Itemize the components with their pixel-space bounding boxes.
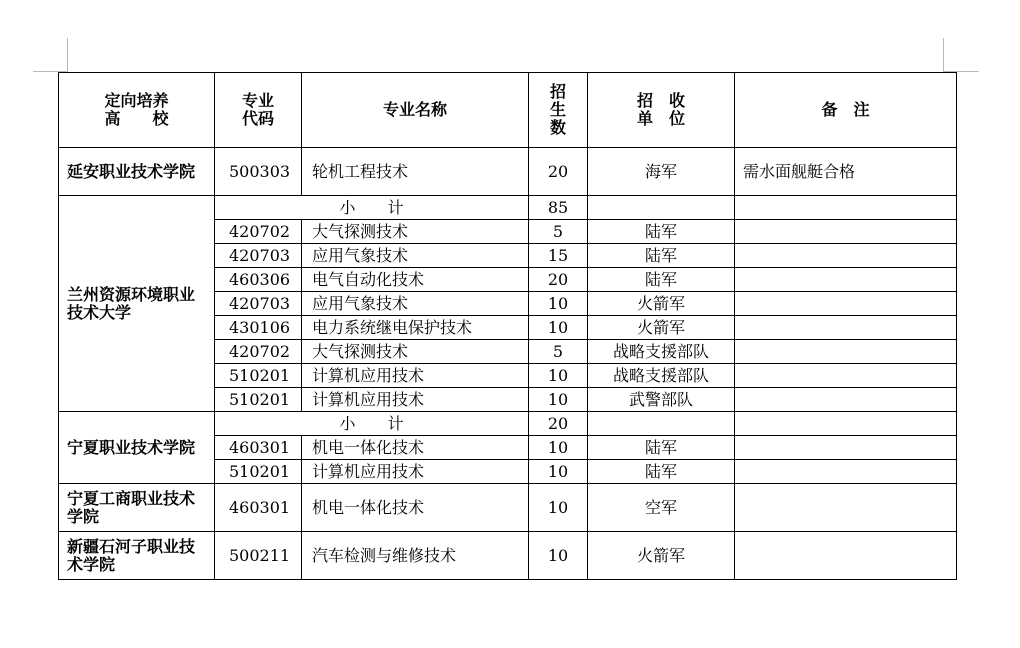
- remarks: [735, 532, 957, 580]
- subtotal-row: [59, 412, 957, 436]
- major-code: 420702: [215, 220, 302, 244]
- recruit-unit: 火箭军: [588, 316, 735, 340]
- remarks: [735, 364, 957, 388]
- school-name: 宁夏工商职业技术学院: [59, 484, 215, 532]
- subtotal-note: [735, 412, 957, 436]
- enroll-count: 10: [529, 364, 588, 388]
- remarks: [735, 316, 957, 340]
- major-name: 计算机应用技术: [302, 364, 529, 388]
- subtotal-unit: [588, 196, 735, 220]
- table-row: [59, 532, 957, 580]
- school-name: 新疆石河子职业技术学院: [59, 532, 215, 580]
- subtotal-row: [59, 196, 957, 220]
- crop-mark-top-right-vertical: [943, 38, 944, 72]
- remarks: [735, 340, 957, 364]
- recruit-unit: 火箭军: [588, 532, 735, 580]
- header-code: 专业 代码: [215, 73, 302, 148]
- recruit-unit: 空军: [588, 484, 735, 532]
- crop-mark-top-left-vertical: [67, 38, 68, 72]
- recruit-unit: 海军: [588, 148, 735, 196]
- header-count: 招 生 数: [529, 73, 588, 148]
- major-name: 电气自动化技术: [302, 268, 529, 292]
- remarks: [735, 388, 957, 412]
- major-name: 应用气象技术: [302, 244, 529, 268]
- major-code: 430106: [215, 316, 302, 340]
- header-row: [59, 73, 957, 148]
- major-name: 计算机应用技术: [302, 460, 529, 484]
- enroll-count: 20: [529, 148, 588, 196]
- major-code: 420702: [215, 340, 302, 364]
- major-code: 460301: [215, 484, 302, 532]
- subtotal-count: 20: [529, 412, 588, 436]
- remarks: [735, 292, 957, 316]
- major-code: 460301: [215, 436, 302, 460]
- table-row: [59, 484, 957, 532]
- enroll-count: 10: [529, 484, 588, 532]
- major-name: 轮机工程技术: [302, 148, 529, 196]
- enroll-count: 10: [529, 532, 588, 580]
- recruit-unit: 战略支援部队: [588, 340, 735, 364]
- subtotal-label: 小 计: [215, 196, 529, 220]
- enroll-count: 20: [529, 268, 588, 292]
- enroll-count: 10: [529, 388, 588, 412]
- major-name: 应用气象技术: [302, 292, 529, 316]
- school-name: 兰州资源环境职业技术大学: [59, 196, 215, 412]
- remarks: [735, 220, 957, 244]
- enroll-count: 15: [529, 244, 588, 268]
- recruit-unit: 陆军: [588, 220, 735, 244]
- remarks: [735, 460, 957, 484]
- major-code: 500211: [215, 532, 302, 580]
- enroll-count: 10: [529, 292, 588, 316]
- recruit-unit: 陆军: [588, 244, 735, 268]
- major-name: 汽车检测与维修技术: [302, 532, 529, 580]
- enroll-count: 10: [529, 460, 588, 484]
- remarks: [735, 268, 957, 292]
- table-row: [59, 148, 957, 196]
- subtotal-note: [735, 196, 957, 220]
- header-major: 专业名称: [302, 73, 529, 148]
- enroll-count: 10: [529, 436, 588, 460]
- remarks: [735, 484, 957, 532]
- subtotal-count: 85: [529, 196, 588, 220]
- subtotal-unit: [588, 412, 735, 436]
- header-unit: 招 收 单 位: [588, 73, 735, 148]
- major-code: 510201: [215, 364, 302, 388]
- remarks: [735, 436, 957, 460]
- school-name: 延安职业技术学院: [59, 148, 215, 196]
- header-school: 定向培养 高 校: [59, 73, 215, 148]
- recruit-unit: 火箭军: [588, 292, 735, 316]
- enroll-count: 5: [529, 220, 588, 244]
- enroll-count: 5: [529, 340, 588, 364]
- school-name: 宁夏职业技术学院: [59, 412, 215, 484]
- recruit-unit: 陆军: [588, 268, 735, 292]
- major-code: 510201: [215, 460, 302, 484]
- major-name: 计算机应用技术: [302, 388, 529, 412]
- enrollment-table: [58, 72, 957, 580]
- remarks: [735, 244, 957, 268]
- major-code: 500303: [215, 148, 302, 196]
- remarks: 需水面舰艇合格: [735, 148, 957, 196]
- major-name: 机电一体化技术: [302, 484, 529, 532]
- major-code: 420703: [215, 244, 302, 268]
- major-code: 420703: [215, 292, 302, 316]
- major-name: 电力系统继电保护技术: [302, 316, 529, 340]
- recruit-unit: 陆军: [588, 460, 735, 484]
- header-note: 备 注: [735, 73, 957, 148]
- subtotal-label: 小 计: [215, 412, 529, 436]
- recruit-unit: 战略支援部队: [588, 364, 735, 388]
- major-code: 510201: [215, 388, 302, 412]
- recruit-unit: 武警部队: [588, 388, 735, 412]
- major-name: 大气探测技术: [302, 220, 529, 244]
- recruit-unit: 陆军: [588, 436, 735, 460]
- major-code: 460306: [215, 268, 302, 292]
- major-name: 机电一体化技术: [302, 436, 529, 460]
- enroll-count: 10: [529, 316, 588, 340]
- major-name: 大气探测技术: [302, 340, 529, 364]
